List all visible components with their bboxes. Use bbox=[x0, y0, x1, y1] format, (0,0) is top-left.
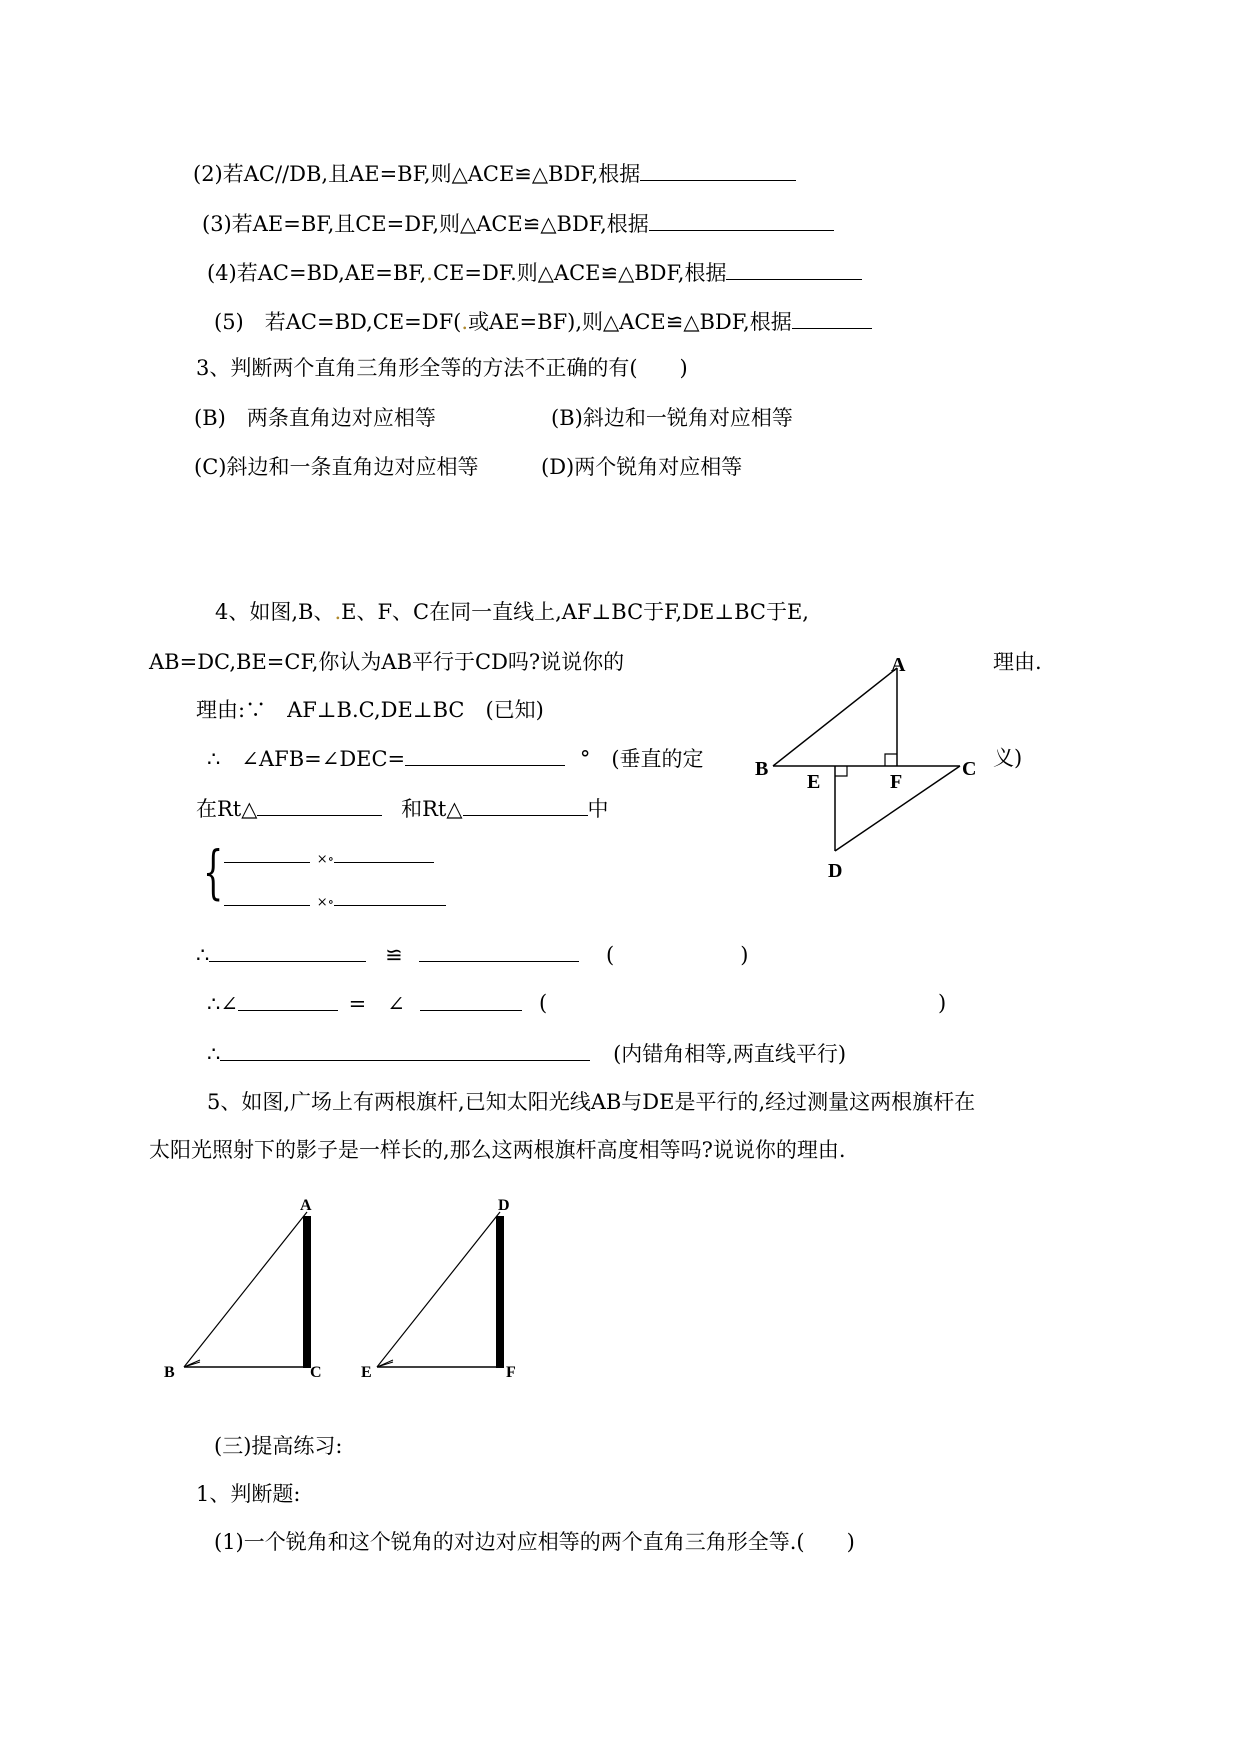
label-e: E bbox=[361, 1364, 372, 1381]
right-angle-f bbox=[885, 754, 897, 766]
q3-option-a[interactable]: (B) 两条直角边对应相等 bbox=[194, 406, 436, 430]
q4-reason: 理由:∵ AF⊥B.C,DE⊥BC (已知) bbox=[196, 698, 544, 722]
q2-line-4-text-b: CE=DF.则△ACE≌△BDF,根据 bbox=[432, 261, 727, 285]
q4-figure bbox=[745, 645, 980, 890]
q4-line-2: AB=DC,BE=CF,你认为AB平行于CD吗?说说你的 bbox=[149, 650, 625, 674]
flagpole-figure-2 bbox=[355, 1192, 530, 1392]
q2-line-3 bbox=[202, 210, 834, 237]
answer-blank[interactable] bbox=[640, 160, 796, 181]
q4-step-4-text-a: ∴∠ bbox=[207, 992, 238, 1016]
q4-line-1-text-a: 4、如图,B、 bbox=[215, 600, 335, 624]
answer-blank[interactable] bbox=[334, 885, 446, 906]
label-d: D bbox=[828, 860, 843, 882]
brace: { bbox=[203, 838, 224, 906]
dot-mark: . bbox=[334, 600, 342, 624]
answer-blank[interactable] bbox=[792, 308, 872, 329]
flagpole-figure-1 bbox=[160, 1192, 335, 1392]
q4-step-5-reason: (内错角相等,两直线平行) bbox=[613, 1042, 847, 1066]
answer-blank[interactable] bbox=[224, 842, 310, 863]
q4-step-1-end: 义) bbox=[993, 746, 1023, 770]
label-f: F bbox=[890, 771, 903, 793]
sunray-ab bbox=[184, 1212, 307, 1367]
congruent-sign: ≌ bbox=[385, 943, 403, 967]
label-b: B bbox=[164, 1364, 175, 1381]
q4-step-2-text-c: 中 bbox=[587, 797, 609, 821]
q2-line-5-text-a: (5) 若AC=BD,CE=DF( bbox=[214, 310, 462, 334]
answer-blank[interactable] bbox=[334, 842, 434, 863]
dot-mark: . bbox=[426, 261, 433, 285]
answer-blank[interactable] bbox=[649, 210, 834, 231]
q4-line-1-text-b: E、F、C在同一直线上,AF⊥BC于F,DE⊥BC于E, bbox=[341, 600, 809, 624]
judge-item-1: (1)一个锐角和这个锐角的对边对应相等的两个直角三角形全等.( ) bbox=[214, 1530, 855, 1554]
part3-title: (三)提高练习: bbox=[214, 1434, 343, 1458]
q4-step-3-text-a: ∴ bbox=[196, 943, 210, 967]
q3-stem: 3、判断两个直角三角形全等的方法不正确的有( ) bbox=[196, 356, 688, 380]
q4-step-4-open: ( bbox=[539, 991, 548, 1015]
q4-line-2-end: 理由. bbox=[993, 650, 1042, 674]
q4-step-2 bbox=[196, 795, 609, 822]
q3-option-c[interactable]: (C)斜边和一条直角边对应相等 bbox=[194, 455, 479, 479]
q4-step-4-close: ) bbox=[938, 991, 947, 1015]
answer-blank[interactable] bbox=[420, 990, 522, 1011]
q4-step-4 bbox=[207, 990, 522, 1017]
label-c: C bbox=[962, 758, 977, 780]
label-f: F bbox=[506, 1364, 516, 1381]
q4-step-3-reason: ( ) bbox=[606, 943, 749, 967]
q5-line-2: 太阳光照射下的影子是一样长的,那么这两根旗杆高度相等吗?说说你的理由. bbox=[149, 1138, 846, 1162]
label-a: A bbox=[300, 1197, 312, 1214]
q4-step-3 bbox=[196, 941, 748, 968]
answer-blank[interactable] bbox=[224, 885, 310, 906]
right-angle-e bbox=[835, 766, 847, 776]
answer-blank[interactable] bbox=[257, 795, 382, 816]
marker: ×∘ bbox=[316, 852, 334, 867]
answer-blank[interactable] bbox=[419, 941, 579, 962]
sunray-de bbox=[377, 1212, 500, 1367]
q4-step-5-text-a: ∴ bbox=[207, 1042, 221, 1066]
q4-step-2-text-a: 在Rt△ bbox=[196, 797, 258, 821]
q4-step-1 bbox=[207, 745, 704, 772]
q4-step-1-text: ∴ ∠AFB=∠DEC= bbox=[207, 747, 406, 771]
line-ab bbox=[773, 668, 897, 766]
label-d: D bbox=[498, 1197, 510, 1214]
dot-mark: . bbox=[461, 310, 469, 334]
q4-brace-row-1 bbox=[224, 842, 434, 873]
q2-line-5 bbox=[214, 308, 872, 335]
q5-line-1: 5、如图,广场上有两根旗杆,已知太阳光线AB与DE是平行的,经过测量这两根旗杆在 bbox=[207, 1090, 976, 1114]
label-b: B bbox=[755, 758, 769, 780]
answer-blank[interactable] bbox=[405, 745, 565, 766]
q4-step-4-text-b: = ∠ bbox=[348, 992, 405, 1016]
label-e: E bbox=[807, 771, 821, 793]
q2-line-2 bbox=[193, 160, 796, 187]
label-a: A bbox=[891, 654, 906, 676]
q3-option-d[interactable]: (D)两个锐角对应相等 bbox=[541, 455, 743, 479]
q4-brace-row-2 bbox=[224, 885, 446, 916]
answer-blank[interactable] bbox=[209, 941, 366, 962]
marker: ×∘ bbox=[316, 895, 334, 910]
judge-heading: 1、判断题: bbox=[196, 1482, 301, 1506]
q2-line-5-text-b: 或AE=BF),则△ACE≌△BDF,根据 bbox=[468, 310, 792, 334]
q4-step-2-text-b: 和Rt△ bbox=[401, 797, 463, 821]
answer-blank[interactable] bbox=[726, 259, 862, 280]
answer-blank[interactable] bbox=[463, 795, 588, 816]
q4-step-1-note: ° (垂直的定 bbox=[579, 747, 704, 771]
q2-line-3-text: (3)若AE=BF,且CE=DF,则△ACE≌△BDF,根据 bbox=[202, 212, 649, 236]
q2-line-2-text: (2)若AC//DB,且AE=BF,则△ACE≌△BDF,根据 bbox=[193, 162, 641, 186]
q4-step-5 bbox=[207, 1040, 846, 1067]
q3-option-b[interactable]: (B)斜边和一锐角对应相等 bbox=[551, 406, 793, 430]
answer-blank[interactable] bbox=[238, 990, 338, 1011]
answer-blank[interactable] bbox=[220, 1040, 590, 1061]
label-c: C bbox=[310, 1364, 322, 1381]
q2-line-4-text-a: (4)若AC=BD,AE=BF, bbox=[207, 261, 427, 285]
q2-line-4 bbox=[207, 259, 862, 286]
q4-line-1 bbox=[215, 599, 809, 625]
